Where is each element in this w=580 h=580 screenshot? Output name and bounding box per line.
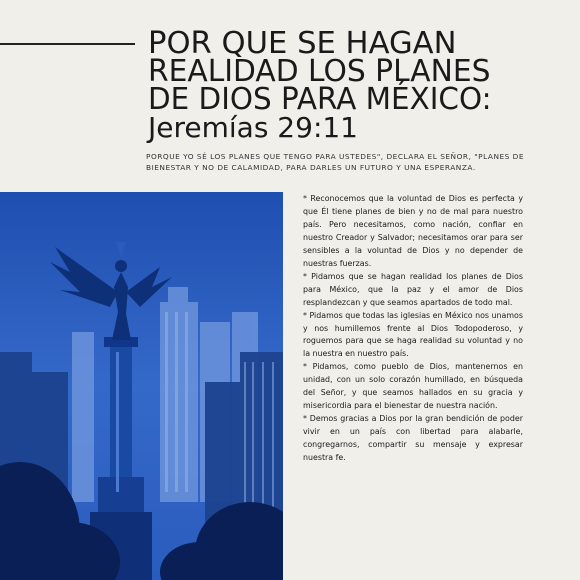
prayer-point: * Demos gracias a Dios por la gran bendición de poder vivir en un país con libertad para alabarle, congregarnos, compartir su mensaje y expresar nuestra fe. [303,414,523,463]
page-title [148,26,568,144]
decorative-rule [0,43,135,45]
title-line-3: DE DIOS PARA MÉXICO: [148,82,492,117]
prayer-point: * Reconocemos que la voluntad de Dios es perfecta y que Él tiene planes de bien y no de mal para nuestro país. Pero necesitamos, como nación, confiar en nuestro Creador y Salvador; necesitamos orar para ser sensibles a la voluntad de Dios y no depender de nuestras fuerzas. [303,194,523,268]
prayer-points [303,193,523,465]
prayer-point: * Pidamos que todas las iglesias en México nos unamos y nos humillemos frente al Dios Todopoderoso, y roguemos para que se haga realidad su voluntad y no la nuestra en nuestro país. [303,310,523,359]
title-line-4-reference: Jeremías 29:11 [148,111,358,144]
title-line-1: POR QUE SE HAGAN [148,26,457,61]
city-angel-photo [0,192,283,580]
prayer-point: * Pidamos que se hagan realidad los planes de Dios para México, que la paz y el amor de Dios resplandezcan y que seamos apartados de todo mal. [303,271,523,307]
verse-quote: PORQUE YO SÉ LOS PLANES QUE TENGO PARA USTEDES", DECLARA EL SEÑOR, "PLANES DE BIENESTAR Y NO DE CALAMIDAD, PARA DARLES UN FUTURO Y UNA ESPERANZA. [146,152,525,172]
prayer-point: * Pidamos, como pueblo de Dios, mantenernos en unidad, con un solo corazón humillado, en búsqueda del Señor, y que seamos hallados en su gracia y misericordia para el bienestar de nuestra nación. [303,362,523,411]
title-line-2: REALIDAD LOS PLANES [148,54,491,89]
